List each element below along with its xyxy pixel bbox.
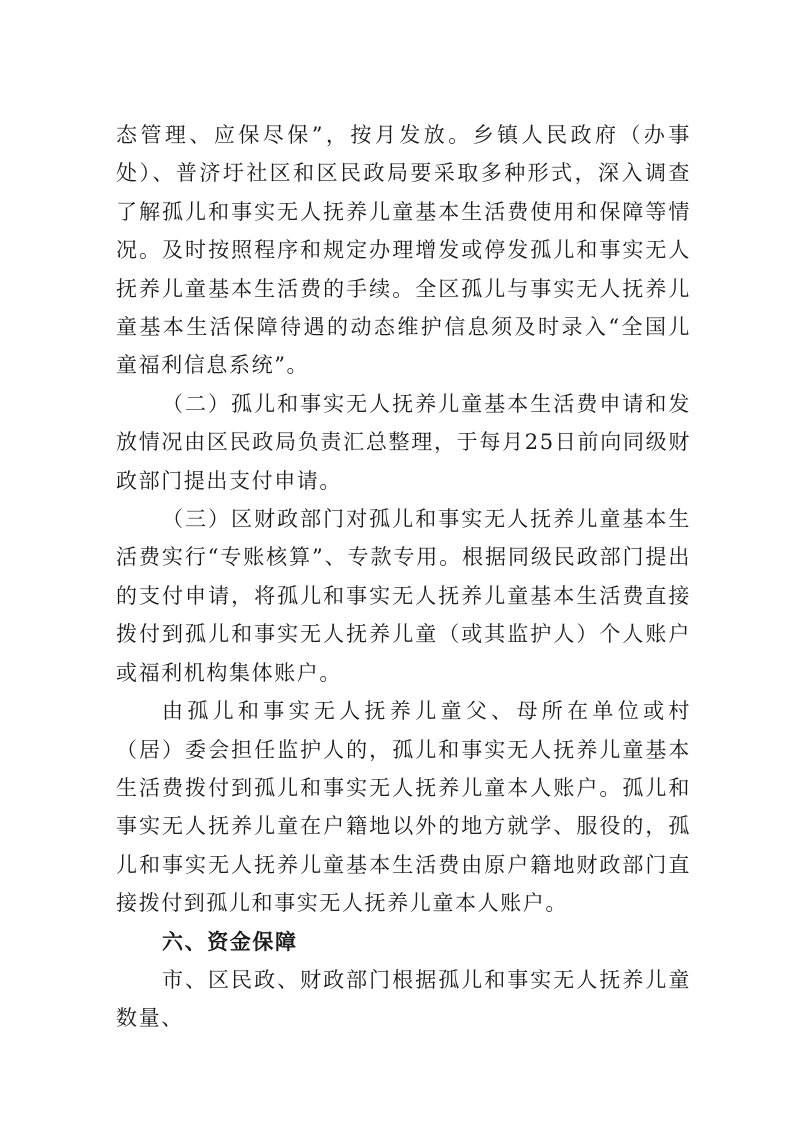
section-heading-funding: 六、资金保障 (162, 929, 298, 954)
paragraph-item-two: （二）孤儿和事实无人抚养儿童基本生活费申请和发放情况由区民政局负责汇总整理，于每月25日前向同级财政部门提出支付申请。 (116, 391, 691, 493)
paragraph-funding-start: 市、区民政、财政部门根据孤儿和事实无人抚养儿童数量、 (116, 967, 691, 1031)
paragraph-item-three: （三）区财政部门对孤儿和事实无人抚养儿童基本生活费实行“专账核算”、专款专用。根据同级民政部门提出的支付申请，将孤儿和事实无人抚养儿童基本生活费直接拨付到孤儿和事实无人抚养儿童（或其监护人）个人账户或福利机构集体账户。 (116, 507, 691, 685)
document-body (116, 116, 691, 1038)
paragraph-guardian-accounts: 由孤儿和事实无人抚养儿童父、母所在单位或村（居）委会担任监护人的，孤儿和事实无人抚养儿童基本生活费拨付到孤儿和事实无人抚养儿童本人账户。孤儿和事实无人抚养儿童在户籍地以外的地方就学、服役的，孤儿和事实无人抚养儿童基本生活费由原户籍地财政部门直接拨付到孤儿和事实无人抚养儿童本人账户。 (116, 699, 691, 916)
paragraph-continuation: 态管理、应保尽保”，按月发放。乡镇人民政府（办事处）、普济圩社区和区民政局要采取多种形式，深入调查了解孤儿和事实无人抚养儿童基本生活费使用和保障等情况。及时按照程序和规定办理增发或停发孤儿和事实无人抚养儿童基本生活费的手续。全区孤儿与事实无人抚养儿童基本生活保障待遇的动态维护信息须及时录入“全国儿童福利信息系统”。 (116, 123, 691, 378)
